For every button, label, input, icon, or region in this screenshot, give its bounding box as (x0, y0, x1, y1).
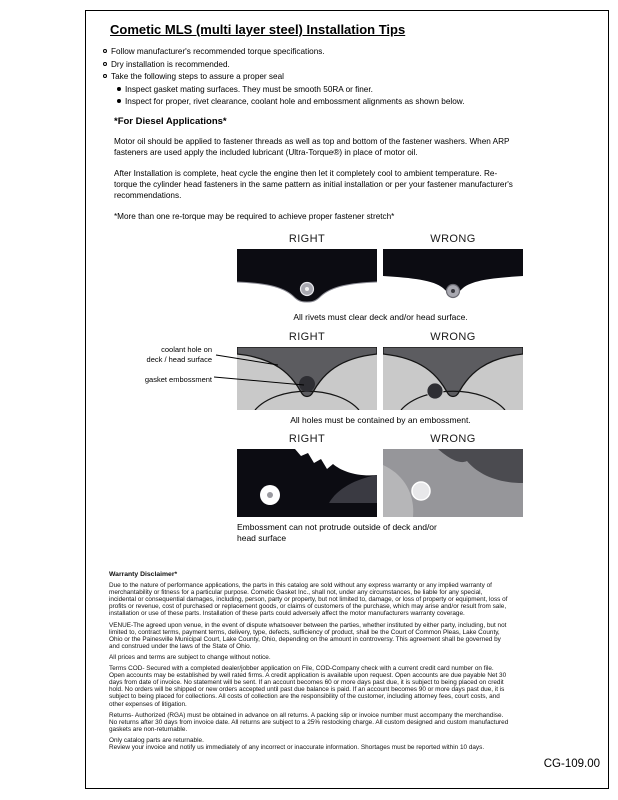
diesel-paragraph-oil: Motor oil should be applied to fastener threads as well as top and bottom of the fastener washers. When ARP fasteners are used apply the included lubricant (Ultra-Torque®) in place of motor oil. (114, 137, 510, 157)
catalog-page-code: CG-109.00 (543, 758, 600, 770)
list-item (117, 85, 523, 94)
wrong-label-row3: WRONG (430, 433, 476, 445)
tips-sub-list (117, 85, 523, 107)
disclaimer-paragraph: Only catalog parts are returnable. (109, 736, 204, 744)
wrong-label-row2: WRONG (430, 331, 476, 343)
diagram-rivet-wrong-panel (383, 249, 523, 307)
diagram-protrusion-right-panel (237, 449, 377, 517)
page-border-frame (85, 10, 609, 789)
rivet-clear-wrong-graphic (383, 249, 523, 307)
hollow-bullet-icon (103, 49, 107, 53)
annotation-text: gasket embossment (144, 375, 212, 384)
filled-bullet-icon (117, 99, 121, 103)
caption-rivets: All rivets must clear deck and/or head surface. (293, 312, 468, 322)
disclaimer-paragraph: Returns- Authorized (RGA) must be obtained in advance on all returns. A packing slip or invoice number must accompany the merchandise. No returns after 30 days from invoice date. All returns are subject to a 25% restocking charge. All custom designed and custom manufactured gaskets are non-returnable. (109, 711, 509, 733)
right-label-row3: RIGHT (288, 433, 326, 445)
coolant-hole-annotation (114, 345, 212, 364)
warranty-disclaimer-section (109, 571, 509, 755)
protrusion-wrong-graphic (383, 449, 523, 517)
list-item (117, 97, 523, 106)
disclaimer-heading: Warranty Disclaimer* (109, 571, 178, 578)
annotation-text: coolant hole on (161, 345, 212, 354)
disclaimer-paragraph: Review your invoice and notify us immediately of any incorrect or inaccurate information. Shortages must be reported within 10 days. (109, 743, 485, 751)
annotation-text: deck / head surface (146, 354, 212, 364)
tip-text: Dry installation is recommended. (111, 59, 230, 69)
disclaimer-paragraph: Due to the nature of performance applications, the parts in this catalog are sold without any express warranty or any implied warranty of merchantability or fitness for a particular purpose. Cometic Gasket Inc., shall not, under any circumstances, be liable for any special, incidental or consequential damages, including, person, party or property, but not limited to, damage, or loss of property or equipment, loss of profits or revenue, cost of purchased or replacement goods, or claims of customers of the purchase, which may arise and/or result from sale, installation or use of these parts. Installation of these parts could adversely affect the motor manufacturers warranty coverage. (109, 582, 508, 618)
diagram-embossment-wrong-panel (383, 347, 523, 410)
right-label-row2: RIGHT (288, 331, 326, 343)
rivet-clear-right-graphic (237, 249, 377, 307)
diagram-protrusion-wrong-panel (383, 449, 523, 517)
list-item (103, 47, 523, 56)
caption-holes: All holes must be contained by an embossment. (290, 415, 471, 425)
tip-text: Follow manufacturer's recommended torque specifications. (111, 47, 325, 56)
protrusion-right-graphic (237, 449, 377, 517)
tip-text: Inspect gasket mating surfaces. They must be smooth 50RA or finer. (125, 84, 373, 94)
embossment-contained-right-graphic (237, 347, 377, 410)
hollow-bullet-icon (103, 74, 107, 78)
disclaimer-paragraph: VENUE-The agreed upon venue, in the event of dispute whatsoever between the parties, whether instituted by either party, including, but not limited to, contract terms, payment terms, delivery, type, defects, sufficiency of product, shall be the Court of Common Pleas, Lake County, Ohio or the Painesville Municipal Court, Lake County, Ohio, depending on the amount in controversy. This agreement shall be governed by and construed under the laws of the State of Ohio. (109, 621, 507, 650)
page-title: Cometic MLS (multi layer steel) Installation Tips (110, 22, 406, 37)
diesel-heading: *For Diesel Applications* (114, 116, 227, 127)
gasket-embossment-annotation (114, 375, 212, 385)
tips-list (103, 47, 523, 110)
tip-text: Inspect for proper, rivet clearance, coolant hole and embossment alignments as shown below. (125, 97, 465, 107)
diagram-embossment-right-panel (237, 347, 377, 410)
diesel-paragraph-retorque: After Installation is complete, heat cycle the engine then let it completely cool to ambient temperature. Re-torque the cylinder head fasteners in the same pattern as initial installation or per your fastener manufacturer's recommendations. (114, 169, 513, 200)
wrong-label-row1: WRONG (430, 233, 476, 245)
disclaimer-paragraph: All prices and terms are subject to change without notice. (109, 653, 271, 661)
right-label-row1: RIGHT (288, 233, 326, 245)
diesel-applications-section (114, 116, 518, 222)
diagram-rivet-right-panel (237, 249, 377, 307)
disclaimer-paragraph: Terms COD- Secured with a completed dealer/jobber application on File, COD-Company check with a current credit card number on file. Open accounts may be established by well rated firms. A credit application is available upon request. Open accounts are due payable Net 30 days from date of invoice. No statement will be sent. If an account becomes 60 or more days past due, it is subject to being placed on credit hold. No orders will be shipped or new orders accepted until past due balance is paid. If an account becomes 90 or more days past due, it is subject to being placed for collections. All costs of collection are the responsibility of the customer, including attorney fees, court costs, and other expenses of litigation. (109, 665, 507, 708)
caption-protrusion: Embossment can not protrude outside of deck and/or head surface (237, 522, 437, 543)
tip-text: Take the following steps to assure a proper seal (111, 72, 284, 82)
embossment-contained-wrong-graphic (383, 347, 523, 410)
list-item (103, 60, 523, 69)
retorque-note: *More than one re-torque may be required to achieve proper fastener stretch* (114, 212, 395, 221)
list-item (103, 72, 523, 81)
hollow-bullet-icon (103, 62, 107, 66)
filled-bullet-icon (117, 87, 121, 91)
